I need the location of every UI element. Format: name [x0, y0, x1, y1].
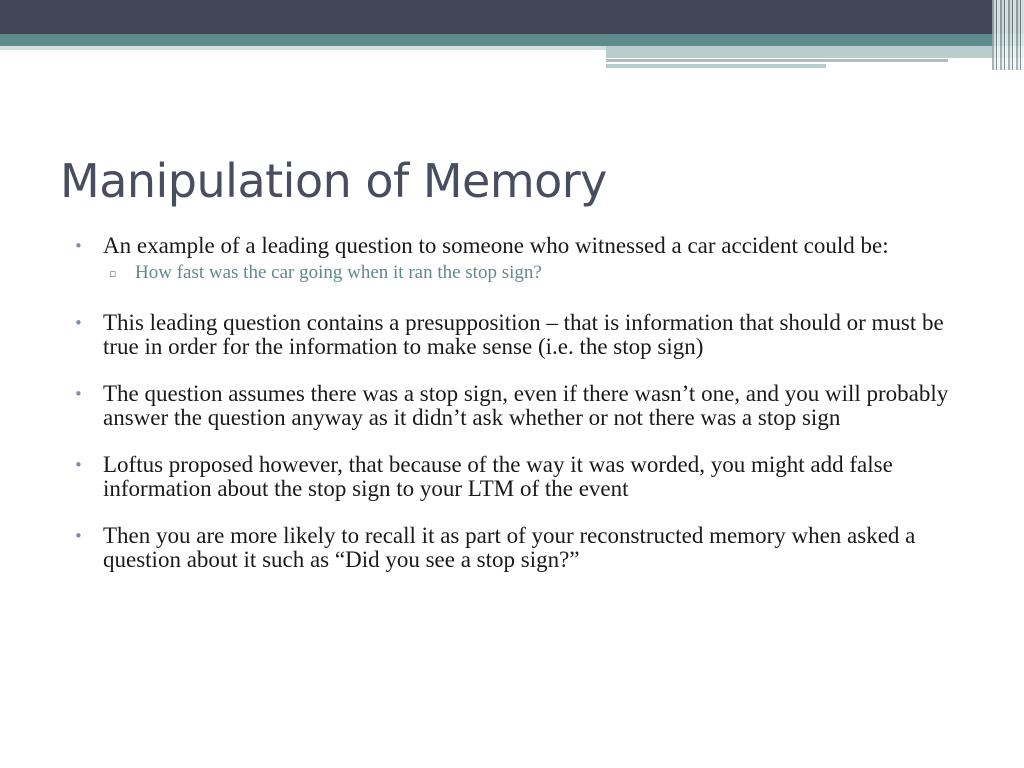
bullet-item [74, 524, 974, 573]
header-rule-upper [606, 59, 948, 62]
bullet-text: An example of a leading question to someone who witnessed a car accident could be: [103, 233, 889, 258]
bullet-dot-icon: • [74, 526, 83, 545]
slide-title: Manipulation of Memory [60, 154, 607, 208]
sub-bullet-text: How fast was the car going when it ran the stop sign? [135, 261, 542, 283]
sub-bullet-square-icon: ▫ [109, 266, 117, 280]
bullet-item [74, 234, 974, 259]
bullet-item [74, 311, 974, 360]
bullet-item [74, 453, 974, 502]
bullet-dot-icon: • [74, 313, 83, 332]
bullet-dot-icon: • [74, 384, 83, 403]
slide-body [74, 234, 974, 595]
sub-bullet-item [74, 261, 974, 285]
bullet-text: Then you are more likely to recall it as part of your reconstructed memory when asked a question about it such as “Did you see a stop sign?” [103, 522, 916, 572]
bullet-text: Loftus proposed however, that because of the way it was worded, you might add false information about the stop sign to your LTM of the event [103, 451, 893, 501]
header-stripe-pattern [992, 0, 1024, 70]
bullet-dot-icon: • [74, 237, 83, 255]
header-band-light [0, 46, 606, 50]
header-band-dark [0, 0, 1024, 34]
header-band-step [606, 46, 1024, 58]
bullet-text: This leading question contains a presupposition – that is information that should or must be true in order for the information to make sense (i.e. the stop sign) [103, 309, 944, 359]
bullet-item [74, 382, 974, 431]
bullet-text: The question assumes there was a stop sign, even if there wasn’t one, and you will probably answer the question anyway as it didn’t ask whether or not there was a stop sign [103, 380, 949, 430]
header-rule-lower [606, 64, 826, 68]
bullet-dot-icon: • [74, 455, 83, 474]
header-band-teal [0, 34, 1024, 46]
